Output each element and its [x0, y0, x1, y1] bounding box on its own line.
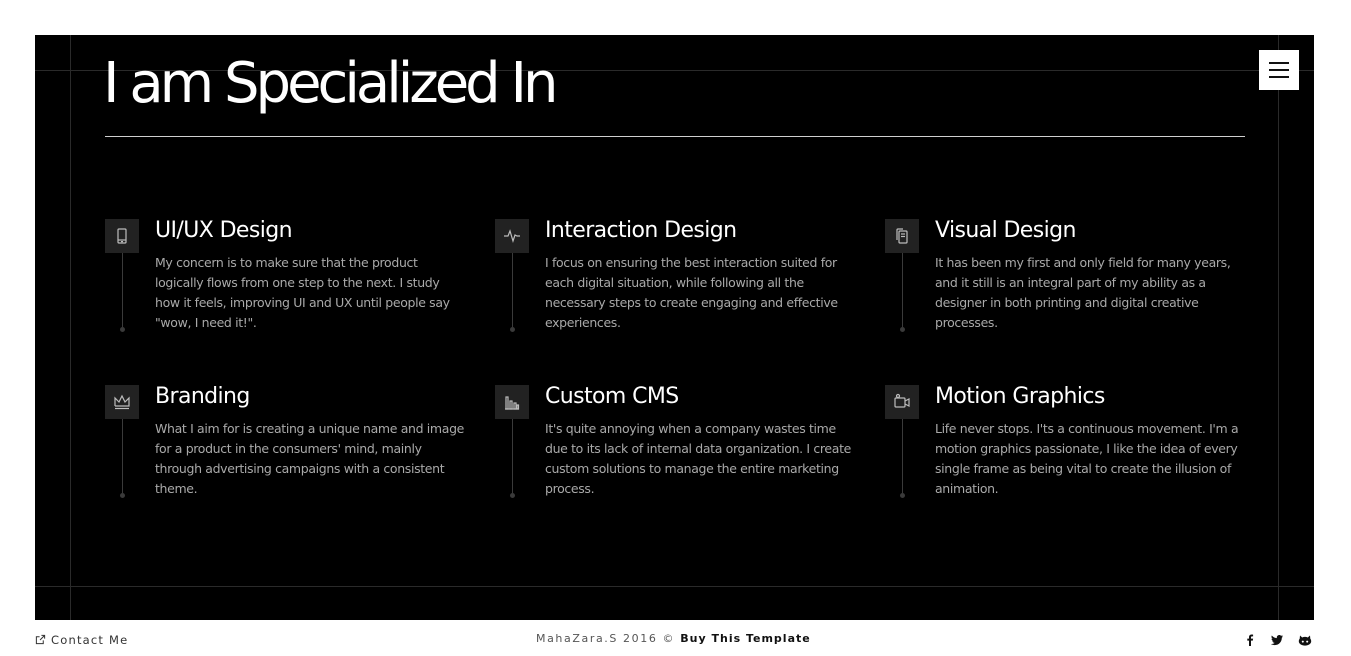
- pulse-icon: [495, 219, 529, 253]
- timeline-stem: [122, 253, 123, 327]
- service-description: It's quite annoying when a company wastes time due to its lack of internal data organization. I create custom solutions to manage the entire marketing process.: [545, 421, 851, 496]
- hamburger-icon-bar: [1269, 76, 1289, 78]
- service-title: Interaction Design: [545, 218, 737, 243]
- facebook-icon[interactable]: [1243, 633, 1257, 647]
- service-description: What I aim for is creating a unique name and image for a product in the consumers' mind, mainly through advertising campaigns with a consistent theme.: [155, 421, 464, 496]
- timeline-dot: [120, 327, 125, 332]
- crown-icon: [105, 385, 139, 419]
- timeline-stem: [512, 253, 513, 327]
- timeline-dot: [120, 493, 125, 498]
- guide-line-left: [70, 35, 71, 620]
- timeline-dot: [900, 327, 905, 332]
- buy-template-link[interactable]: Buy This Template: [680, 632, 811, 645]
- service-description: Life never stops. I'ts a continuous movement. I'm a motion graphics passionate, I like the idea of every single frame as being vital to create the illusion of animation.: [935, 421, 1239, 496]
- timeline-stem: [902, 419, 903, 493]
- external-link-icon: [35, 634, 46, 645]
- service-description: I focus on ensuring the best interaction suited for each digital situation, while following all the necessary steps to create engaging and effective experiences.: [545, 255, 838, 330]
- bar-chart-icon: [495, 385, 529, 419]
- title-divider: [105, 136, 1245, 137]
- timeline-dot: [510, 493, 515, 498]
- timeline-stem: [902, 253, 903, 327]
- service-title: Custom CMS: [545, 384, 679, 409]
- twitter-icon[interactable]: [1270, 633, 1284, 647]
- hamburger-icon-bar: [1269, 69, 1289, 71]
- copyright-text: MahaZara.S 2016 ©: [536, 632, 676, 645]
- hamburger-icon-bar: [1269, 62, 1289, 64]
- timeline-stem: [512, 419, 513, 493]
- footer: [0, 620, 1351, 656]
- timeline-dot: [900, 493, 905, 498]
- github-icon[interactable]: [1298, 633, 1312, 647]
- service-title: Motion Graphics: [935, 384, 1105, 409]
- video-camera-icon: [885, 385, 919, 419]
- documents-icon: [885, 219, 919, 253]
- service-description: My concern is to make sure that the product logically flows from one step to the next. I study how it feels, improving UI and UX until people say "wow, I need it!".: [155, 255, 450, 330]
- service-title: UI/UX Design: [155, 218, 292, 243]
- timeline-dot: [510, 327, 515, 332]
- service-title: Branding: [155, 384, 250, 409]
- menu-button[interactable]: [1259, 50, 1299, 90]
- page-title: I am Specialized In: [103, 51, 555, 116]
- service-description: It has been my first and only field for many years, and it still is an integral part of my ability as a designer in both printing and digital creative processes.: [935, 255, 1231, 330]
- guide-line-bottom: [35, 586, 1314, 587]
- timeline-stem: [122, 419, 123, 493]
- service-title: Visual Design: [935, 218, 1076, 243]
- copyright: [536, 632, 811, 645]
- contact-label: Contact Me: [51, 633, 129, 647]
- contact-link[interactable]: [35, 633, 128, 647]
- mobile-phone-icon: [105, 219, 139, 253]
- guide-line-right: [1278, 35, 1279, 620]
- specialized-section: [35, 35, 1314, 620]
